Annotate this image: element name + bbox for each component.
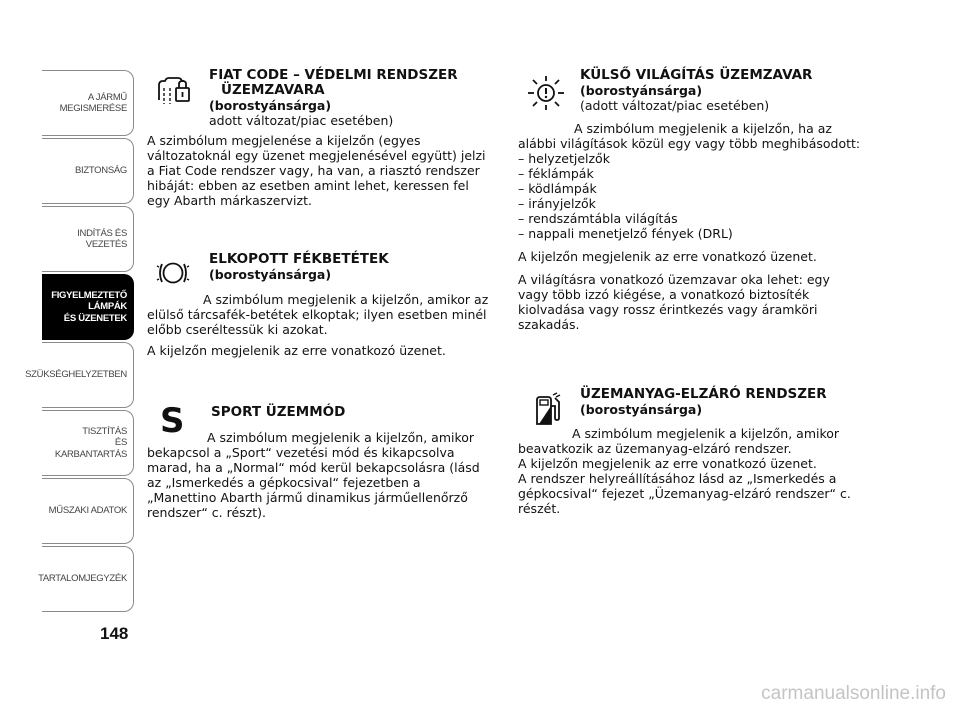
exterior-lights-intro: A szimbólum megjelenik a kijelzőn, ha az alábbi világítások közül egy vagy több meghibásodott: xyxy=(518,121,861,151)
tab-safety[interactable]: BIZTONSÁG xyxy=(42,138,134,204)
chapter-sidebar xyxy=(25,70,134,614)
fuel-cutoff-color: (borostyánsárga) xyxy=(580,402,703,417)
fuel-cutoff-line-4: A rendszer helyreállításához lásd az „Ismerkedés a gépkocsival“ fejezet „Üzemanyag-elzáró rendszer“ c. részét. xyxy=(518,471,851,516)
fuel-cutoff-line-3: A kijelzőn megjelenik az erre vonatkozó üzenet. xyxy=(518,456,817,471)
watermark: carmanualsonline.info xyxy=(761,683,946,704)
lamp-list-item: – rendszámtábla világítás xyxy=(518,211,678,226)
brake-pads-message: A kijelzőn megjelenik az erre vonatkozó üzenet. xyxy=(147,343,446,358)
tab-maintenance[interactable]: TISZTÍTÁS ÉS KARBANTARTÁS xyxy=(42,410,134,476)
exterior-lights-message: A kijelzőn megjelenik az erre vonatkozó üzenet. xyxy=(518,249,817,264)
fiat-code-body: A szimbólum megjelenése a kijelzőn (egyes változatoknál egy üzenet megjelenésével együtt) jelzi a Fiat Code rendszer vagy, ha van, a riasztó rendszer hibáját: ebben az esetben amint lehet, keressen fel egy Abarth márkaszervizt. xyxy=(147,133,486,208)
tab-warning-lights[interactable]: FIGYELMEZTETŐ LÁMPÁK ÉS ÜZENETEK xyxy=(42,274,134,340)
tab-vehicle-overview[interactable]: A JÁRMŰ MEGISMERÉSE xyxy=(42,70,134,136)
page-number: 148 xyxy=(100,624,129,643)
fuel-cutoff-section xyxy=(518,387,863,516)
tab-emergency[interactable]: SZÜKSÉGHELYZETBEN xyxy=(42,342,134,408)
fiat-code-color: (borostyánsárga) xyxy=(209,98,332,113)
lamp-list-item: – féklámpák xyxy=(518,166,594,181)
fiat-code-section xyxy=(147,68,490,208)
fuel-cutoff-title: ÜZEMANYAG-ELZÁRÓ RENDSZER xyxy=(580,386,827,402)
brake-pads-body: A szimbólum megjelenik a kijelzőn, amikor az elülső tárcsafék-betétek elkoptak; ilyen esetben minél előbb cseréltessük ki azokat. xyxy=(147,292,489,337)
brake-pads-color: (borostyánsárga) xyxy=(209,267,332,282)
fuel-cutoff-line-2: beavatkozik az üzemanyag-elzáró rendszer. xyxy=(518,441,792,456)
exterior-lights-section xyxy=(518,68,863,332)
exterior-lights-color: (borostyánsárga) xyxy=(580,83,703,98)
lamp-list-item: – irányjelzők xyxy=(518,196,596,211)
exterior-lights-title: KÜLSŐ VILÁGÍTÁS ÜZEMZAVAR xyxy=(580,67,813,83)
fuel-cutoff-line-1: A szimbólum megjelenik a kijelzőn, amikor xyxy=(572,426,840,441)
sport-title: SPORT ÜZEMMÓD xyxy=(211,404,346,420)
exterior-lights-note: (adott változat/piac esetében) xyxy=(580,98,770,113)
brake-pads-section xyxy=(147,252,490,358)
sport-section xyxy=(147,405,490,520)
tab-index[interactable]: TARTALOMJEGYZÉK xyxy=(42,546,134,612)
exterior-lights-cause: A világításra vonatkozó üzemzavar oka lehet: egy vagy több izzó kiégése, a vonatkozó biztosíték kiolvadása vagy rossz érintkezés vagy áramköri szakadás. xyxy=(518,272,830,332)
lamp-list-item: – nappali menetjelző fények (DRL) xyxy=(518,226,733,241)
tab-starting-driving[interactable]: INDÍTÁS ÉS VEZETÉS xyxy=(42,206,134,272)
sport-s-icon: S xyxy=(160,401,185,441)
lamp-list-item: – helyzetjelzők xyxy=(518,151,610,166)
fiat-code-title-2: ÜZEMZAVARA xyxy=(221,82,325,98)
brake-pads-title: ELKOPOTT FÉKBETÉTEK xyxy=(209,251,389,267)
sport-body: A szimbólum megjelenik a kijelzőn, amikor bekapcsol a „Sport“ vezetési mód és kikapcsolva marad, ha a „Normal“ mód kerül bekapcsolásra (lásd az „Ismerkedés a gépkocsival“ fejezetben a „Manettino Abarth jármű dinamikus járműellenőrző rendszer“ c. részt). xyxy=(147,430,480,520)
fiat-code-note: adott változat/piac esetében) xyxy=(209,113,394,128)
tab-technical-data[interactable]: MŰSZAKI ADATOK xyxy=(42,478,134,544)
lamp-list-item: – ködlámpák xyxy=(518,181,597,196)
fiat-code-title: FIAT CODE – VÉDELMI RENDSZER xyxy=(209,67,458,83)
